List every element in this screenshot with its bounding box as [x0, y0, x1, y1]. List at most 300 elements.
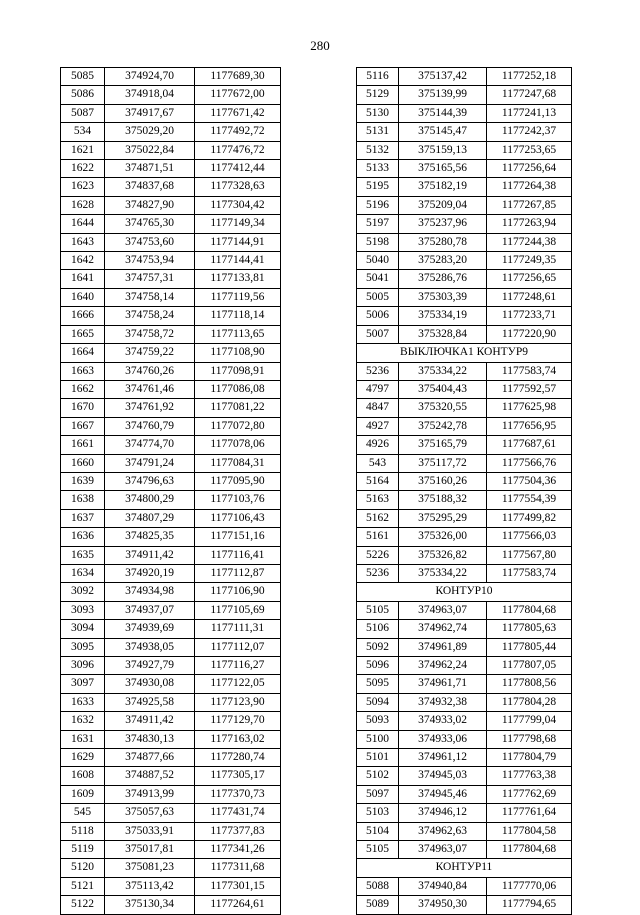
y-coordinate-cell: 1177804,28	[487, 693, 572, 711]
x-coordinate-cell: 375326,82	[399, 546, 487, 564]
y-coordinate-cell: 1177241,13	[487, 104, 572, 122]
y-coordinate-cell: 1177116,41	[195, 546, 281, 564]
table-row	[61, 252, 281, 270]
point-number-cell: 5196	[357, 196, 399, 214]
x-coordinate-cell: 374791,24	[105, 454, 195, 472]
x-coordinate-cell: 374800,29	[105, 491, 195, 509]
point-number-cell: 5087	[61, 104, 105, 122]
y-coordinate-cell: 1177567,80	[487, 546, 572, 564]
x-coordinate-cell: 375165,56	[399, 160, 487, 178]
y-coordinate-cell: 1177144,41	[195, 252, 281, 270]
table-row	[61, 196, 281, 214]
x-coordinate-cell: 374825,35	[105, 528, 195, 546]
table-row	[61, 767, 281, 785]
point-number-cell: 5236	[357, 564, 399, 582]
y-coordinate-cell: 1177264,38	[487, 178, 572, 196]
point-number-cell: 1633	[61, 693, 105, 711]
y-coordinate-cell: 1177583,74	[487, 362, 572, 380]
x-coordinate-cell: 374760,79	[105, 417, 195, 435]
table-row	[357, 693, 572, 711]
point-number-cell: 5085	[61, 68, 105, 86]
y-coordinate-cell: 1177149,34	[195, 215, 281, 233]
x-coordinate-cell: 374930,08	[105, 675, 195, 693]
table-row	[61, 288, 281, 306]
y-coordinate-cell: 1177805,63	[487, 620, 572, 638]
table-row	[357, 86, 572, 104]
table-row	[357, 749, 572, 767]
table-row	[357, 215, 572, 233]
y-coordinate-cell: 1177301,15	[195, 877, 281, 895]
point-number-cell: 5086	[61, 86, 105, 104]
x-coordinate-cell: 374962,74	[399, 620, 487, 638]
section-header-row	[357, 583, 572, 601]
y-coordinate-cell: 1177807,05	[487, 657, 572, 675]
y-coordinate-cell: 1177566,76	[487, 454, 572, 472]
x-coordinate-cell: 375326,00	[399, 528, 487, 546]
table-row	[61, 638, 281, 656]
table-row	[357, 362, 572, 380]
y-coordinate-cell: 1177304,42	[195, 196, 281, 214]
table-row	[61, 859, 281, 877]
x-coordinate-cell: 375188,32	[399, 491, 487, 509]
x-coordinate-cell: 375113,42	[105, 877, 195, 895]
y-coordinate-cell: 1177687,61	[487, 436, 572, 454]
point-number-cell: 5161	[357, 528, 399, 546]
y-coordinate-cell: 1177106,90	[195, 583, 281, 601]
table-row	[61, 877, 281, 895]
x-coordinate-cell: 375159,13	[399, 141, 487, 159]
point-number-cell: 1636	[61, 528, 105, 546]
table-row	[61, 546, 281, 564]
x-coordinate-cell: 374877,66	[105, 749, 195, 767]
table-row	[357, 252, 572, 270]
point-number-cell: 1635	[61, 546, 105, 564]
table-row	[61, 178, 281, 196]
y-coordinate-cell: 1177808,56	[487, 675, 572, 693]
point-number-cell: 5164	[357, 472, 399, 490]
x-coordinate-cell: 374753,60	[105, 233, 195, 251]
point-number-cell: 3095	[61, 638, 105, 656]
y-coordinate-cell: 1177106,43	[195, 509, 281, 527]
x-coordinate-cell: 375283,20	[399, 252, 487, 270]
y-coordinate-cell: 1177248,61	[487, 288, 572, 306]
y-coordinate-cell: 1177129,70	[195, 712, 281, 730]
point-number-cell: 4797	[357, 380, 399, 398]
x-coordinate-cell: 375139,99	[399, 86, 487, 104]
y-coordinate-cell: 1177492,72	[195, 123, 281, 141]
table-row	[357, 841, 572, 859]
table-row	[357, 178, 572, 196]
y-coordinate-cell: 1177798,68	[487, 730, 572, 748]
table-row	[357, 657, 572, 675]
table-row	[61, 68, 281, 86]
point-number-cell: 5041	[357, 270, 399, 288]
point-number-cell: 4926	[357, 436, 399, 454]
point-number-cell: 1608	[61, 767, 105, 785]
x-coordinate-cell: 375117,72	[399, 454, 487, 472]
x-coordinate-cell: 375334,22	[399, 564, 487, 582]
y-coordinate-cell: 1177305,17	[195, 767, 281, 785]
x-coordinate-cell: 374760,26	[105, 362, 195, 380]
table-row	[61, 141, 281, 159]
point-number-cell: 3097	[61, 675, 105, 693]
x-coordinate-cell: 374758,14	[105, 288, 195, 306]
y-coordinate-cell: 1177592,57	[487, 380, 572, 398]
point-number-cell: 5106	[357, 620, 399, 638]
point-number-cell: 1670	[61, 399, 105, 417]
x-coordinate-cell: 374837,68	[105, 178, 195, 196]
y-coordinate-cell: 1177122,05	[195, 675, 281, 693]
y-coordinate-cell: 1177253,65	[487, 141, 572, 159]
y-coordinate-cell: 1177163,02	[195, 730, 281, 748]
table-row	[357, 417, 572, 435]
x-coordinate-cell: 374925,58	[105, 693, 195, 711]
y-coordinate-cell: 1177078,06	[195, 436, 281, 454]
point-number-cell: 5119	[61, 841, 105, 859]
point-number-cell: 1639	[61, 472, 105, 490]
x-coordinate-cell: 374933,06	[399, 730, 487, 748]
table-row	[357, 712, 572, 730]
y-coordinate-cell: 1177431,74	[195, 804, 281, 822]
x-coordinate-cell: 375144,39	[399, 104, 487, 122]
x-coordinate-cell: 375033,91	[105, 822, 195, 840]
point-number-cell: 1629	[61, 749, 105, 767]
table-row	[61, 380, 281, 398]
section-title: ВЫКЛЮЧКА1 КОНТУР9	[357, 344, 572, 362]
point-number-cell: 1640	[61, 288, 105, 306]
y-coordinate-cell: 1177763,38	[487, 767, 572, 785]
point-number-cell: 5131	[357, 123, 399, 141]
x-coordinate-cell: 375017,81	[105, 841, 195, 859]
point-number-cell: 5120	[61, 859, 105, 877]
point-number-cell: 5133	[357, 160, 399, 178]
y-coordinate-cell: 1177804,79	[487, 749, 572, 767]
point-number-cell: 1641	[61, 270, 105, 288]
table-row	[61, 362, 281, 380]
y-coordinate-cell: 1177799,04	[487, 712, 572, 730]
table-row	[357, 196, 572, 214]
x-coordinate-cell: 375334,19	[399, 307, 487, 325]
y-coordinate-cell: 1177280,74	[195, 749, 281, 767]
table-row	[357, 730, 572, 748]
table-row	[61, 675, 281, 693]
y-coordinate-cell: 1177113,65	[195, 325, 281, 343]
y-coordinate-cell: 1177133,81	[195, 270, 281, 288]
x-coordinate-cell: 374911,42	[105, 712, 195, 730]
point-number-cell: 1644	[61, 215, 105, 233]
x-coordinate-cell: 374911,42	[105, 546, 195, 564]
x-coordinate-cell: 375137,42	[399, 68, 487, 86]
table-row	[61, 104, 281, 122]
x-coordinate-cell: 374758,72	[105, 325, 195, 343]
y-coordinate-cell: 1177112,87	[195, 564, 281, 582]
y-coordinate-cell: 1177328,63	[195, 178, 281, 196]
table-row	[357, 288, 572, 306]
table-row	[357, 767, 572, 785]
table-row	[357, 233, 572, 251]
point-number-cell: 5089	[357, 896, 399, 914]
table-row	[357, 785, 572, 803]
x-coordinate-cell: 374917,67	[105, 104, 195, 122]
point-number-cell: 5095	[357, 675, 399, 693]
y-coordinate-cell: 1177689,30	[195, 68, 281, 86]
x-coordinate-cell: 374765,30	[105, 215, 195, 233]
y-coordinate-cell: 1177249,35	[487, 252, 572, 270]
table-row	[357, 804, 572, 822]
table-row	[61, 785, 281, 803]
y-coordinate-cell: 1177233,71	[487, 307, 572, 325]
point-number-cell: 5102	[357, 767, 399, 785]
x-coordinate-cell: 374961,71	[399, 675, 487, 693]
x-coordinate-cell: 374962,63	[399, 822, 487, 840]
table-row	[357, 601, 572, 619]
y-coordinate-cell: 1177256,65	[487, 270, 572, 288]
x-coordinate-cell: 374761,92	[105, 399, 195, 417]
x-coordinate-cell: 374963,07	[399, 841, 487, 859]
y-coordinate-cell: 1177119,56	[195, 288, 281, 306]
y-coordinate-cell: 1177554,39	[487, 491, 572, 509]
x-coordinate-cell: 374963,07	[399, 601, 487, 619]
table-row	[61, 436, 281, 454]
section-header-row	[357, 344, 572, 362]
table-row	[357, 141, 572, 159]
y-coordinate-cell: 1177084,31	[195, 454, 281, 472]
x-coordinate-cell: 375160,26	[399, 472, 487, 490]
table-row	[357, 564, 572, 582]
x-coordinate-cell: 374945,46	[399, 785, 487, 803]
coordinates-table-right	[356, 67, 572, 915]
point-number-cell: 1662	[61, 380, 105, 398]
x-coordinate-cell: 374945,03	[399, 767, 487, 785]
point-number-cell: 5105	[357, 601, 399, 619]
point-number-cell: 5198	[357, 233, 399, 251]
point-number-cell: 5121	[61, 877, 105, 895]
table-row	[61, 712, 281, 730]
y-coordinate-cell: 1177794,65	[487, 896, 572, 914]
y-coordinate-cell: 1177116,27	[195, 657, 281, 675]
y-coordinate-cell: 1177263,94	[487, 215, 572, 233]
x-coordinate-cell: 375295,29	[399, 509, 487, 527]
table-row	[61, 509, 281, 527]
point-number-cell: 1643	[61, 233, 105, 251]
table-row	[61, 841, 281, 859]
point-number-cell: 5006	[357, 307, 399, 325]
y-coordinate-cell: 1177103,76	[195, 491, 281, 509]
x-coordinate-cell: 374761,46	[105, 380, 195, 398]
point-number-cell: 3092	[61, 583, 105, 601]
point-number-cell: 1638	[61, 491, 105, 509]
table-row	[61, 86, 281, 104]
table-row	[61, 528, 281, 546]
point-number-cell: 5096	[357, 657, 399, 675]
x-coordinate-cell: 374871,51	[105, 160, 195, 178]
y-coordinate-cell: 1177311,68	[195, 859, 281, 877]
table-row	[61, 344, 281, 362]
point-number-cell: 1621	[61, 141, 105, 159]
x-coordinate-cell: 374946,12	[399, 804, 487, 822]
point-number-cell: 534	[61, 123, 105, 141]
point-number-cell: 5104	[357, 822, 399, 840]
y-coordinate-cell: 1177098,91	[195, 362, 281, 380]
table-row	[357, 270, 572, 288]
table-row	[357, 546, 572, 564]
table-row	[61, 325, 281, 343]
y-coordinate-cell: 1177583,74	[487, 564, 572, 582]
y-coordinate-cell: 1177111,31	[195, 620, 281, 638]
section-title: КОНТУР11	[357, 859, 572, 877]
x-coordinate-cell: 375320,55	[399, 399, 487, 417]
point-number-cell: 1632	[61, 712, 105, 730]
table-row	[357, 620, 572, 638]
point-number-cell: 5100	[357, 730, 399, 748]
x-coordinate-cell: 374920,19	[105, 564, 195, 582]
x-coordinate-cell: 375242,78	[399, 417, 487, 435]
y-coordinate-cell: 1177504,36	[487, 472, 572, 490]
point-number-cell: 4847	[357, 399, 399, 417]
point-number-cell: 4927	[357, 417, 399, 435]
y-coordinate-cell: 1177072,80	[195, 417, 281, 435]
table-row	[357, 68, 572, 86]
point-number-cell: 1623	[61, 178, 105, 196]
x-coordinate-cell: 374938,05	[105, 638, 195, 656]
table-row	[61, 215, 281, 233]
table-row	[61, 160, 281, 178]
x-coordinate-cell: 374937,07	[105, 601, 195, 619]
point-number-cell: 5007	[357, 325, 399, 343]
point-number-cell: 5040	[357, 252, 399, 270]
y-coordinate-cell: 1177625,98	[487, 399, 572, 417]
y-coordinate-cell: 1177412,44	[195, 160, 281, 178]
table-row	[61, 822, 281, 840]
table-row	[61, 657, 281, 675]
x-coordinate-cell: 375057,63	[105, 804, 195, 822]
point-number-cell: 3094	[61, 620, 105, 638]
point-number-cell: 5236	[357, 362, 399, 380]
table-row	[357, 160, 572, 178]
y-coordinate-cell: 1177123,90	[195, 693, 281, 711]
table-row	[357, 877, 572, 895]
point-number-cell: 5105	[357, 841, 399, 859]
y-coordinate-cell: 1177242,37	[487, 123, 572, 141]
table-row	[61, 693, 281, 711]
point-number-cell: 5130	[357, 104, 399, 122]
x-coordinate-cell: 374827,90	[105, 196, 195, 214]
x-coordinate-cell: 375081,23	[105, 859, 195, 877]
y-coordinate-cell: 1177804,58	[487, 822, 572, 840]
table-row	[61, 454, 281, 472]
y-coordinate-cell: 1177144,91	[195, 233, 281, 251]
x-coordinate-cell: 374940,84	[399, 877, 487, 895]
table-row	[357, 509, 572, 527]
y-coordinate-cell: 1177770,06	[487, 877, 572, 895]
table-row	[357, 325, 572, 343]
x-coordinate-cell: 374774,70	[105, 436, 195, 454]
table-row	[61, 804, 281, 822]
table-row	[357, 638, 572, 656]
y-coordinate-cell: 1177112,07	[195, 638, 281, 656]
table-row	[357, 454, 572, 472]
x-coordinate-cell: 374934,98	[105, 583, 195, 601]
table-row	[61, 307, 281, 325]
point-number-cell: 5132	[357, 141, 399, 159]
x-coordinate-cell: 375209,04	[399, 196, 487, 214]
y-coordinate-cell: 1177081,22	[195, 399, 281, 417]
point-number-cell: 1631	[61, 730, 105, 748]
y-coordinate-cell: 1177086,08	[195, 380, 281, 398]
x-coordinate-cell: 375404,43	[399, 380, 487, 398]
point-number-cell: 5097	[357, 785, 399, 803]
table-row	[357, 104, 572, 122]
y-coordinate-cell: 1177105,69	[195, 601, 281, 619]
table-row	[61, 601, 281, 619]
table-row	[61, 472, 281, 490]
table-row	[61, 620, 281, 638]
table-row	[61, 491, 281, 509]
x-coordinate-cell: 375182,19	[399, 178, 487, 196]
x-coordinate-cell: 374961,12	[399, 749, 487, 767]
x-coordinate-cell: 374939,69	[105, 620, 195, 638]
table-row	[357, 528, 572, 546]
y-coordinate-cell: 1177804,68	[487, 841, 572, 859]
x-coordinate-cell: 375165,79	[399, 436, 487, 454]
x-coordinate-cell: 374830,13	[105, 730, 195, 748]
point-number-cell: 1664	[61, 344, 105, 362]
point-number-cell: 5005	[357, 288, 399, 306]
point-number-cell: 5118	[61, 822, 105, 840]
y-coordinate-cell: 1177761,64	[487, 804, 572, 822]
point-number-cell: 1660	[61, 454, 105, 472]
point-number-cell: 5088	[357, 877, 399, 895]
point-number-cell: 1634	[61, 564, 105, 582]
x-coordinate-cell: 375303,39	[399, 288, 487, 306]
point-number-cell: 543	[357, 454, 399, 472]
table-row	[357, 123, 572, 141]
x-coordinate-cell: 375237,96	[399, 215, 487, 233]
y-coordinate-cell: 1177762,69	[487, 785, 572, 803]
point-number-cell: 5101	[357, 749, 399, 767]
point-number-cell: 1665	[61, 325, 105, 343]
y-coordinate-cell: 1177566,03	[487, 528, 572, 546]
x-coordinate-cell: 374961,89	[399, 638, 487, 656]
y-coordinate-cell: 1177499,82	[487, 509, 572, 527]
point-number-cell: 1637	[61, 509, 105, 527]
table-row	[357, 675, 572, 693]
x-coordinate-cell: 374950,30	[399, 896, 487, 914]
table-row	[357, 822, 572, 840]
y-coordinate-cell: 1177805,44	[487, 638, 572, 656]
x-coordinate-cell: 375130,34	[105, 896, 195, 914]
point-number-cell: 3096	[61, 657, 105, 675]
point-number-cell: 5116	[357, 68, 399, 86]
point-number-cell: 1622	[61, 160, 105, 178]
section-header-row	[357, 859, 572, 877]
x-coordinate-cell: 374927,79	[105, 657, 195, 675]
y-coordinate-cell: 1177108,90	[195, 344, 281, 362]
point-number-cell: 1628	[61, 196, 105, 214]
table-row	[61, 123, 281, 141]
y-coordinate-cell: 1177151,16	[195, 528, 281, 546]
y-coordinate-cell: 1177341,26	[195, 841, 281, 859]
x-coordinate-cell: 375022,84	[105, 141, 195, 159]
point-number-cell: 5195	[357, 178, 399, 196]
x-coordinate-cell: 374753,94	[105, 252, 195, 270]
x-coordinate-cell: 374757,31	[105, 270, 195, 288]
x-coordinate-cell: 375145,47	[399, 123, 487, 141]
y-coordinate-cell: 1177247,68	[487, 86, 572, 104]
point-number-cell: 1663	[61, 362, 105, 380]
table-row	[357, 307, 572, 325]
x-coordinate-cell: 375286,76	[399, 270, 487, 288]
